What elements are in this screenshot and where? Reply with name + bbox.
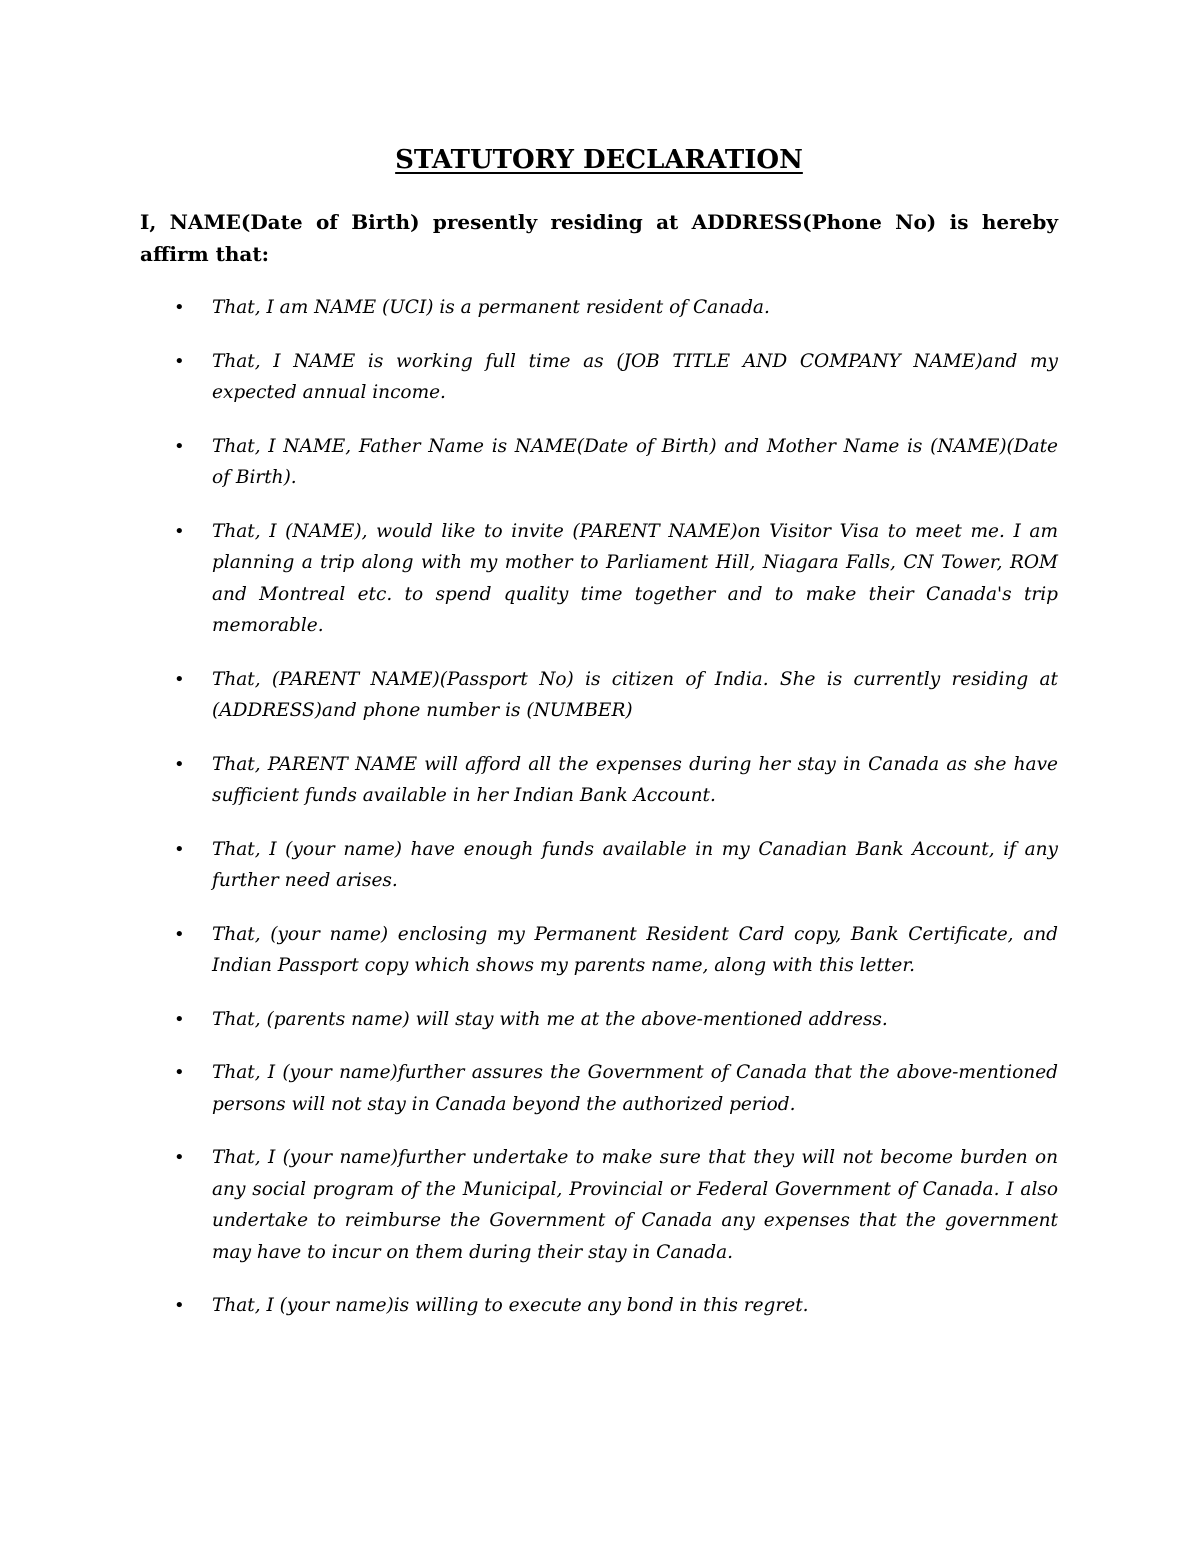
declaration-item — [140, 1142, 1058, 1268]
bullet-icon: • — [174, 1295, 185, 1316]
bullet-icon: • — [174, 435, 185, 457]
declaration-item-text: That, I NAME is working full time as (JOB TITLE AND COMPANY NAME)and my expected annual income. — [212, 350, 1058, 403]
bullet-icon: • — [174, 1062, 185, 1083]
declaration-item-text: That, I (your name)further undertake to make sure that they will not become burden on any social program of the Municipal, Provincial or Federal Government of Canada. I also undertake to reimburse the Government of Canada any expenses that the government may have to incur on them during their stay in Canada. — [212, 1147, 1058, 1263]
declaration-item-text: That, I (NAME), would like to invite (PARENT NAME)on Visitor Visa to meet me. I am planning a trip along with my mother to Parliament Hill, Niagara Falls, CN Tower, ROM and Montreal etc. to spend quality time together and to make their Canada's trip memorable. — [212, 520, 1058, 636]
bullet-icon: • — [174, 838, 185, 860]
declaration-item-text: That, I (your name)is willing to execute any bond in this regret. — [212, 1295, 809, 1316]
declaration-item — [140, 664, 1058, 727]
declaration-item-text: That, I (your name)further assures the Government of Canada that the above-mentioned persons will not stay in Canada beyond the authorized period. — [212, 1062, 1058, 1115]
declaration-item-text: That, (parents name) will stay with me at the above-mentioned address. — [212, 1008, 888, 1030]
declaration-item — [140, 1290, 1058, 1322]
declaration-item-text: That, I NAME, Father Name is NAME(Date of Birth) and Mother Name is (NAME)(Date of Birth). — [212, 435, 1058, 488]
declaration-item — [140, 431, 1058, 494]
bullet-icon: • — [174, 1147, 185, 1168]
bullet-icon: • — [174, 520, 185, 542]
bullet-icon: • — [174, 668, 185, 690]
declaration-intro: I, NAME(Date of Birth) presently residing at ADDRESS(Phone No) is hereby affirm that: — [140, 210, 1058, 266]
bullet-icon: • — [174, 753, 185, 775]
bullet-icon: • — [174, 297, 185, 318]
declaration-item — [140, 834, 1058, 897]
bullet-icon: • — [174, 923, 185, 945]
document-page — [140, 140, 1058, 1344]
bullet-icon: • — [174, 350, 185, 372]
declaration-item — [140, 749, 1058, 812]
declaration-item-text: That, I (your name) have enough funds available in my Canadian Bank Account, if any further need arises. — [212, 838, 1058, 891]
declaration-item — [140, 1004, 1058, 1036]
declaration-item — [140, 919, 1058, 982]
bullet-icon: • — [174, 1008, 185, 1030]
declaration-item — [140, 1057, 1058, 1120]
document-title: STATUTORY DECLARATION — [395, 145, 803, 175]
declaration-item-text: That, (your name) enclosing my Permanent Resident Card copy, Bank Certificate, and Indian Passport copy which shows my parents name, along with this letter. — [212, 923, 1058, 976]
declaration-list — [140, 292, 1058, 1322]
declaration-item-text: That, PARENT NAME will afford all the expenses during her stay in Canada as she have sufficient funds available in her Indian Bank Account. — [212, 753, 1058, 806]
declaration-item — [140, 346, 1058, 409]
declaration-item-text: That, I am NAME (UCI) is a permanent resident of Canada. — [212, 297, 770, 318]
declaration-item — [140, 516, 1058, 642]
declaration-item-text: That, (PARENT NAME)(Passport No) is citizen of India. She is currently residing at (ADDRESS)and phone number is (NUMBER) — [212, 668, 1058, 721]
declaration-item — [140, 292, 1058, 324]
